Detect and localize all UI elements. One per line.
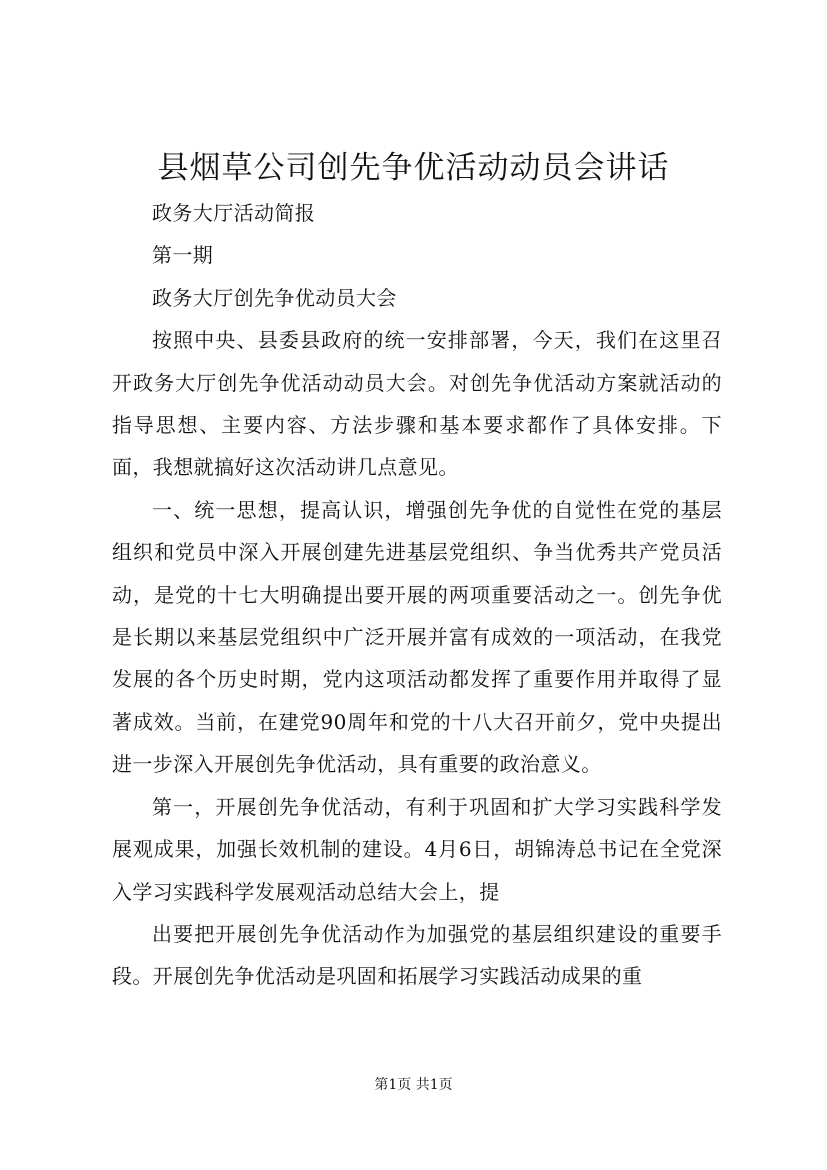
paragraph-issue-number: 第一期	[152, 243, 214, 268]
paragraph-intro: 按照中央、县委县政府的统一安排部署，今天，我们在这里召开政务大厅创先争优活动动员大会。对创先争优活动方案就活动的指导思想、主要内容、方法步骤和基本要求都作了具体安排。下面，我想就搞好这次活动讲几点意见。	[112, 328, 722, 480]
paragraph-meeting-name: 政务大厅创先争优动员大会	[152, 285, 397, 310]
paragraph-continuation: 出要把开展创先争优活动作为加强党的基层组织建设的重要手段。开展创先争优活动是巩固和拓展学习实践活动成果的重	[112, 921, 722, 989]
paragraph-section-one: 一、统一思想，提高认识，增强创先争优的自觉性在党的基层组织和党员中深入开展创建先进基层党组织、争当优秀共产党员活动，是党的十七大明确提出要开展的两项重要活动之一。创先争优是长期以来基层党组织中广泛开展并富有成效的一项活动，在我党发展的各个历史时期，党内这项活动都发挥了重要作用并取得了显著成效。当前，在建党90周年和党的十八大召开前夕，党中央提出进一步深入开展创先争优活动，具有重要的政治意义。	[112, 497, 722, 777]
paragraph-bulletin-name: 政务大厅活动简报	[152, 201, 316, 225]
document-title: 县烟草公司创先争优活动动员会讲话	[157, 150, 670, 186]
document-body	[112, 192, 722, 998]
page-footer: 第1页 共1页	[374, 1077, 453, 1093]
paragraph-point-one: 第一，开展创先争优活动，有利于巩固和扩大学习实践科学发展观成果，加强长效机制的建设。4月6日，胡锦涛总书记在全党深入学习实践科学发展观活动总结大会上，提	[112, 794, 722, 904]
